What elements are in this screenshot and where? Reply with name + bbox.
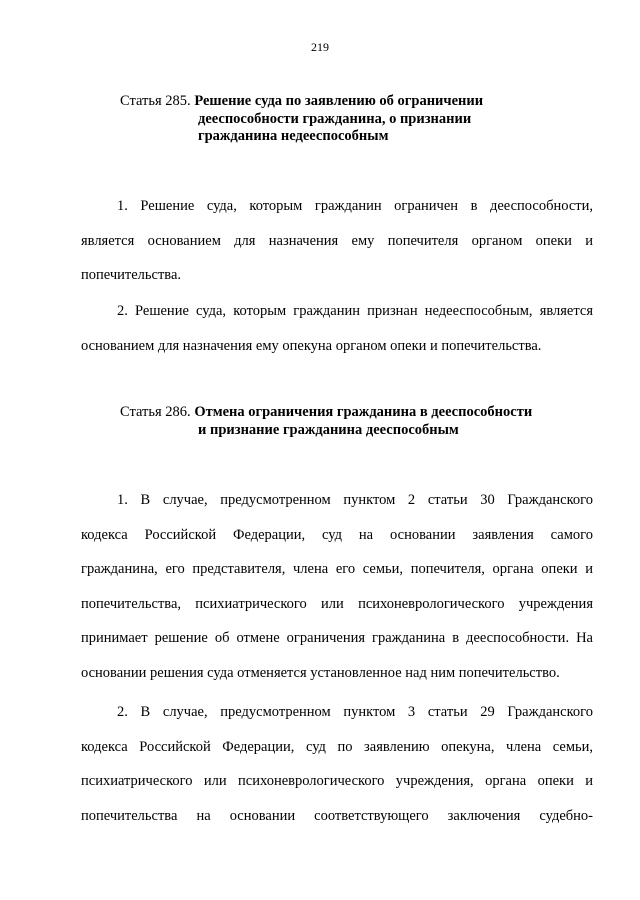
paragraph-line: кодекса Российской Федерации, суд по заявлению опекуна, члена семьи, bbox=[81, 738, 593, 755]
article-286-number: Статья 286. bbox=[120, 404, 191, 420]
paragraph-line: является основанием для назначения ему попечителя органом опеки и bbox=[81, 232, 593, 249]
article-286-title-line-1: Отмена ограничения гражданина в дееспособности bbox=[194, 404, 533, 420]
article-285-title-line-1: Решение суда по заявлению об ограничении bbox=[194, 93, 484, 109]
paragraph-line: попечительства. bbox=[81, 267, 182, 283]
article-285-title-line-3: гражданина недееспособным bbox=[198, 128, 389, 144]
article-286-paragraph-1 bbox=[81, 483, 593, 690]
paragraph-line: принимает решение об отмене ограничения гражданина в дееспособности. На bbox=[81, 630, 593, 646]
article-285-heading bbox=[120, 93, 600, 146]
article-285-paragraph-1 bbox=[81, 189, 593, 293]
article-285-number: Статья 285. bbox=[120, 93, 191, 109]
paragraph-line: 1. Решение суда, которым гражданин ограничен в дееспособности, bbox=[117, 198, 593, 214]
paragraph-line: гражданина, его представителя, члена его семьи, попечителя, органа опеки и bbox=[81, 561, 593, 577]
paragraph-line: психиатрического или психоневрологического учреждения, органа опеки и bbox=[81, 773, 593, 789]
article-285-paragraph-2 bbox=[81, 294, 593, 363]
paragraph-line: 1. В случае, предусмотренном пунктом 2 статьи 30 Гражданского bbox=[117, 492, 593, 508]
paragraph-line: 2. Решение суда, которым гражданин признан недееспособным, является bbox=[117, 303, 593, 319]
article-286-title-line-2: и признание гражданина дееспособным bbox=[198, 421, 459, 438]
paragraph-line: кодекса Российской Федерации, суд на основании заявления самого bbox=[81, 526, 593, 543]
paragraph-line: попечительства, психиатрического или психоневрологического учреждения bbox=[81, 595, 593, 612]
article-286-heading bbox=[120, 404, 600, 439]
article-285-title-line-2: дееспособности гражданина, о признании bbox=[198, 110, 472, 127]
paragraph-line: основанием для назначения ему опекуна органом опеки и попечительства. bbox=[81, 337, 542, 354]
article-286-paragraph-2 bbox=[81, 695, 593, 833]
paragraph-line: основании решения суда отменяется установленное над ним попечительство. bbox=[81, 664, 560, 681]
paragraph-line: 2. В случае, предусмотренном пунктом 3 статьи 29 Гражданского bbox=[117, 704, 593, 720]
page-number: 219 bbox=[311, 40, 329, 54]
paragraph-line: попечительства на основании соответствующего заключения судебно- bbox=[81, 807, 593, 824]
